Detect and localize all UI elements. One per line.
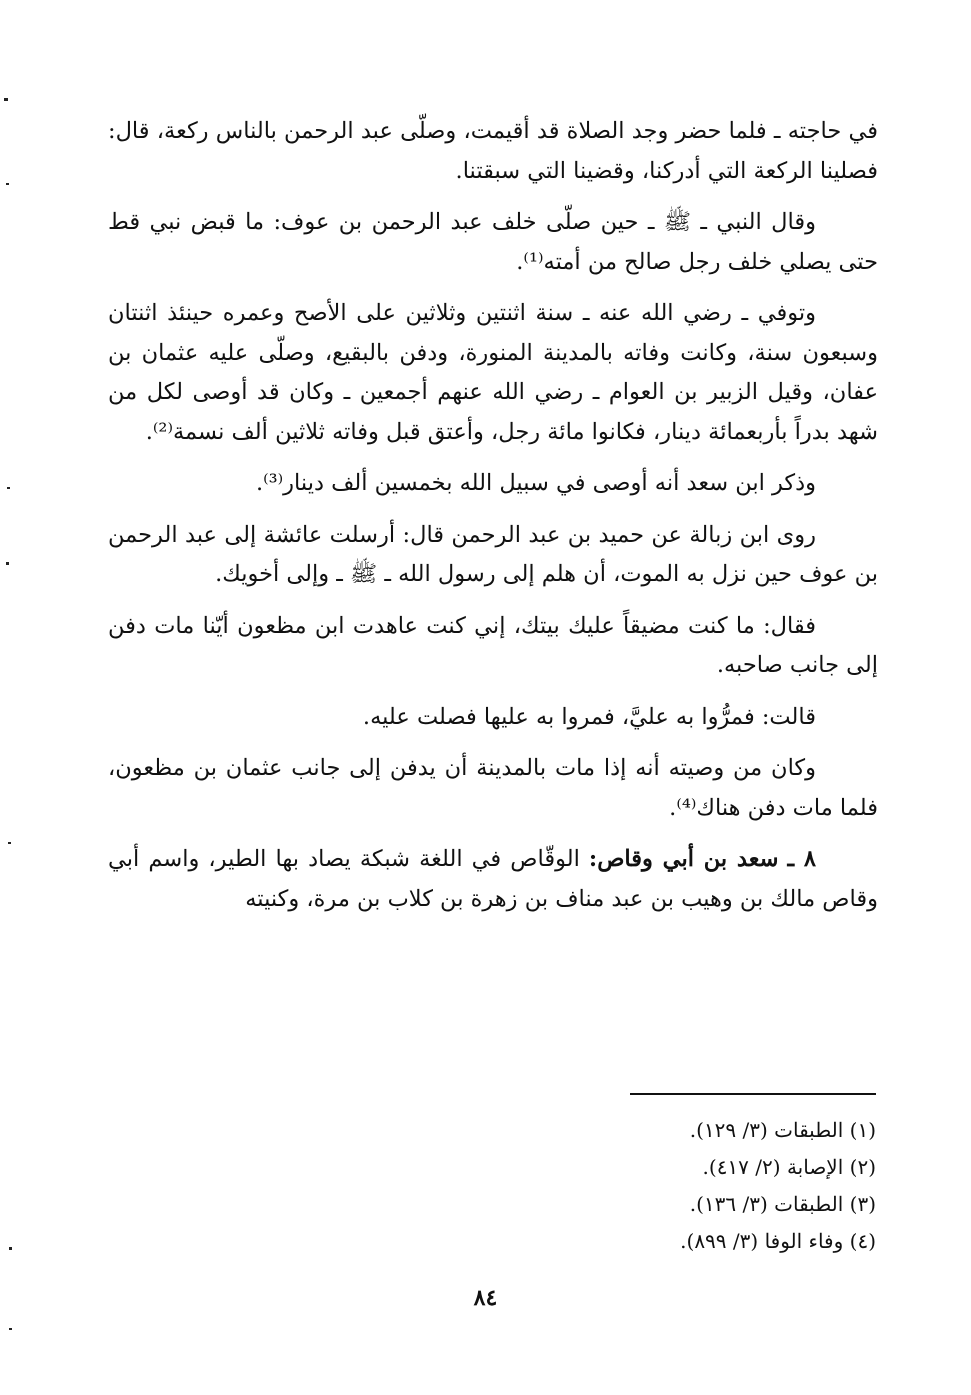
footnotes bbox=[476, 1112, 876, 1260]
scan-mark bbox=[9, 1328, 12, 1330]
paragraph-6: فقال: ما كنت مضيقاً عليك بيتك، إني كنت عاهدت ابن مظعون أيّنا مات دفن إلى جانب صاحبه. bbox=[108, 612, 878, 678]
paragraph-8: وكان من وصيته أنه إذا مات بالمدينة أن يدفن إلى جانب عثمان بن مظعون، فلما مات دفن هناك⁽⁴⁾. bbox=[108, 755, 878, 821]
paragraph-2: وقال النبي ـ ﷺ ـ حين صلّى خلف عبد الرحمن بن عوف: ما قبض نبي قط حتى يصلي خلف رجل صالح من أمته⁽¹⁾. bbox=[108, 209, 878, 275]
footnote-2: (٢) الإصابة (٢/ ٤١٧). bbox=[702, 1155, 876, 1179]
scan-mark bbox=[4, 98, 8, 101]
scan-mark bbox=[6, 183, 9, 185]
page-number: ٨٤ bbox=[473, 1285, 498, 1311]
paragraph-5: روى ابن زبالة عن حميد بن عبد الرحمن قال: أرسلت عائشة إلى عبد الرحمن بن عوف حين نزل به الموت، أن هلم إلى رسول الله ـ ﷺ ـ وإلى أخويك. bbox=[108, 521, 878, 587]
scan-mark bbox=[6, 562, 9, 565]
section-number: ٨ ـ bbox=[787, 846, 816, 872]
scan-mark bbox=[9, 1247, 12, 1250]
scan-mark bbox=[8, 842, 11, 844]
paragraph-1: في حاجته ـ فلما حضر وجد الصلاة قد أقيمت، وصلّى عبد الرحمن بالناس ركعة، قال: فصلينا الركعة التي أدركنا، وقضينا التي سبقتنا. bbox=[108, 118, 878, 184]
footnote-1: (١) الطبقات (٣/ ١٢٩). bbox=[689, 1118, 876, 1142]
section-heading: سعد بن أبي وقاص: bbox=[588, 846, 779, 872]
footnote-4: (٤) وفاء الوفا (٣/ ٨٩٩). bbox=[680, 1229, 876, 1253]
paragraph-7: قالت: فمرُّوا به عليَّ، فمروا به عليها فصلت عليه. bbox=[362, 703, 816, 730]
paragraph-4: وذكر ابن سعد أنه أوصى في سبيل الله بخمسين ألف دينار⁽³⁾. bbox=[255, 470, 816, 496]
footnote-3: (٣) الطبقات (٣/ ١٣٦). bbox=[689, 1192, 876, 1216]
section-text: الوقّاص في اللغة شبكة يصاد بها الطير، واسم أبي وقاص مالك بن وهيب بن عبد مناف بن زهرة بن كلاب بن مرة، وكنيته bbox=[108, 846, 878, 912]
main-text bbox=[108, 112, 878, 931]
scan-mark bbox=[7, 487, 10, 489]
section-paragraph bbox=[108, 840, 878, 919]
paragraph-3: وتوفي ـ رضي الله عنه ـ سنة اثنتين وثلاثين على الأصح وعمره حينئذ اثنتان وسبعون سنة، وكانت وفاته بالمدينة المنورة، ودفن بالبقيع، وصلّى عليه عثمان بن عفان، وقيل الزبير بن العوام ـ رضي الله عنهم أجمعين ـ وكان قد أوصى لكل من شهد بدراً بأربعمائة دينار، فكانوا مائة رجل، وأعتق قبل وفاته ثلاثين ألف نسمة⁽²⁾. bbox=[108, 300, 878, 445]
footnote-separator bbox=[630, 1093, 876, 1095]
